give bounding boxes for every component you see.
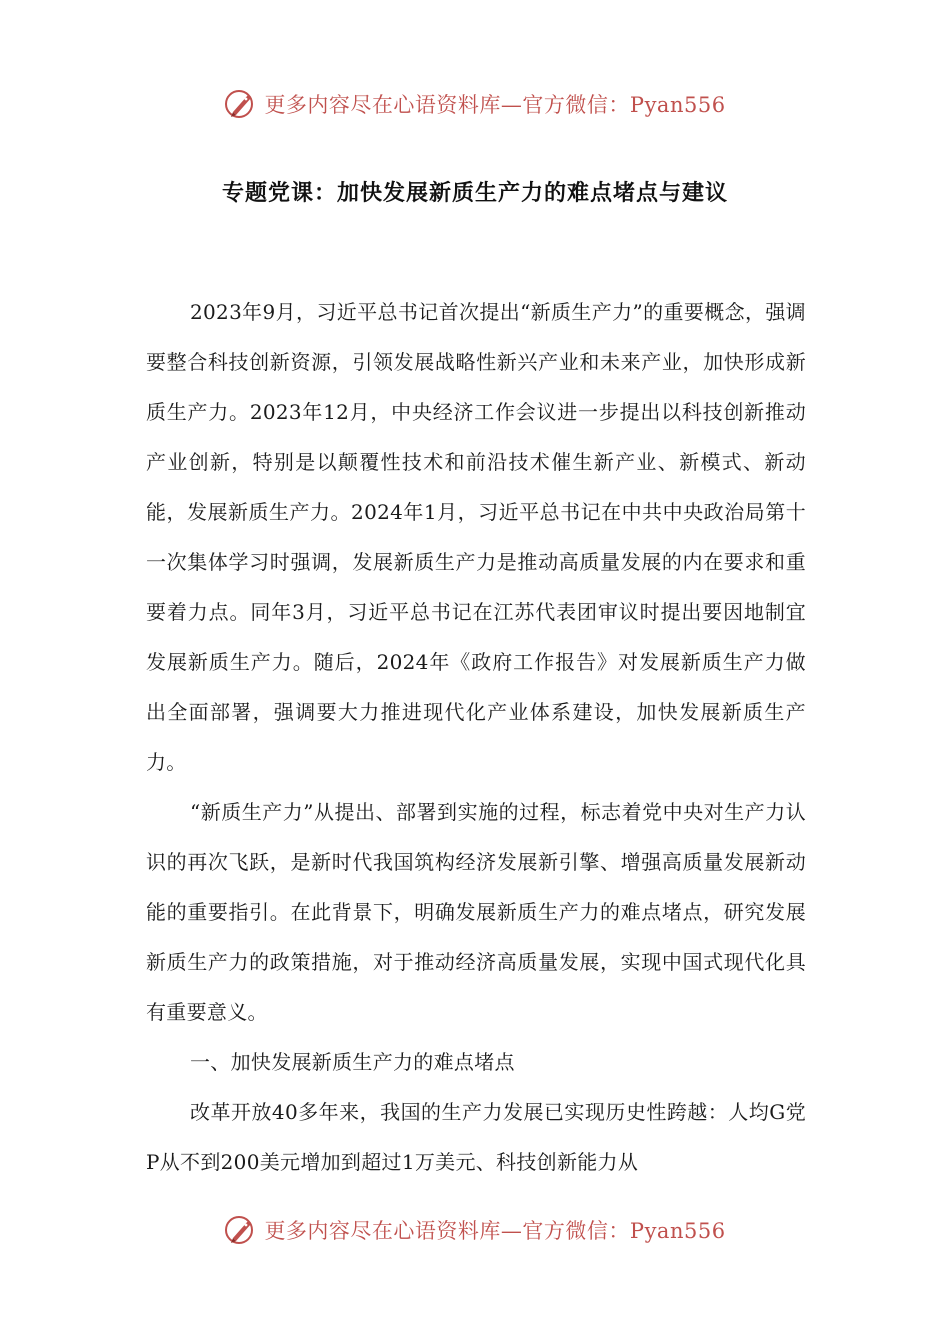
header-banner: [0, 84, 950, 124]
document-body: [146, 287, 806, 1187]
footer-banner-text: 更多内容尽在心语资料库—官方微信：Pyan556: [264, 1219, 726, 1243]
section-heading-1: 一、加快发展新质生产力的难点堵点: [190, 1050, 515, 1074]
paragraph-2: “新质生产力”从提出、部署到实施的过程，标志着党中央对生产力认识的再次飞跃，是新时代我国筑构经济发展新引擎、增强高质量发展新动能的重要指引。在此背景下，明确发展新质生产力的难点堵点，研究发展新质生产力的政策措施，对于推动经济高质量发展，实现中国式现代化具有重要意义。: [146, 800, 806, 1024]
paragraph-1: 2023年9月，习近平总书记首次提出“新质生产力”的重要概念，强调要整合科技创新资源，引领发展战略性新兴产业和未来产业，加快形成新质生产力。2023年12月，中央经济工作会议进一步提出以科技创新推动产业创新，特别是以颠覆性技术和前沿技术催生新产业、新模式、新动能，发展新质生产力。2024年1月，习近平总书记在中共中央政治局第十一次集体学习时强调，发展新质生产力是推动高质量发展的内在要求和重要着力点。同年3月，习近平总书记在江苏代表团审议时提出要因地制宜发展新质生产力。随后，2024年《政府工作报告》对发展新质生产力做出全面部署，强调要大力推进现代化产业体系建设，加快发展新质生产力。: [146, 300, 806, 774]
footer-banner: [0, 1210, 950, 1250]
header-banner-text: 更多内容尽在心语资料库—官方微信：Pyan556: [264, 93, 726, 117]
pen-nib-logo-icon: [224, 87, 258, 121]
paragraph-3: 改革开放40多年来，我国的生产力发展已实现历史性跨越：人均G党P从不到200美元增加到超过1万美元、科技创新能力从: [146, 1100, 806, 1174]
pen-nib-logo-icon: [224, 1213, 258, 1247]
document-title: 专题党课：加快发展新质生产力的难点堵点与建议: [221, 180, 728, 206]
